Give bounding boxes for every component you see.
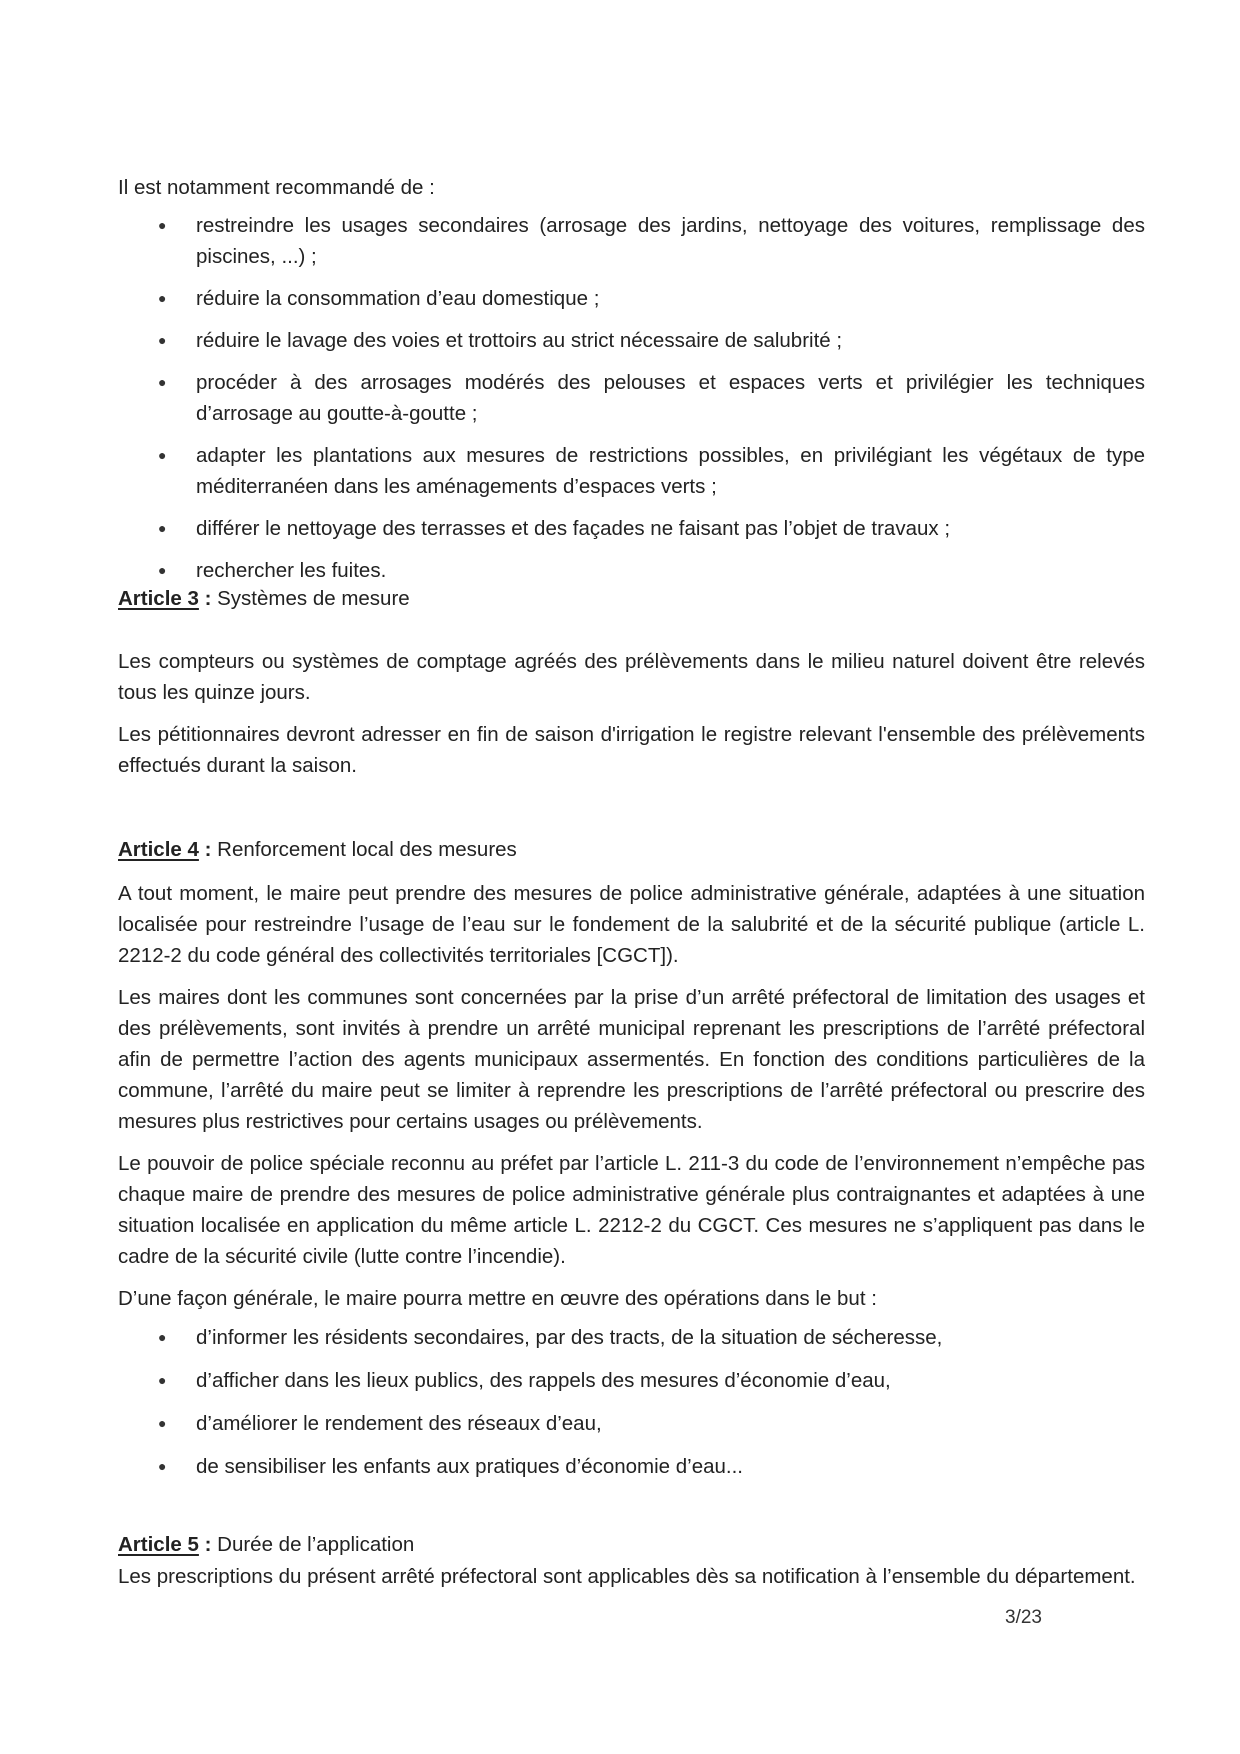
list-item: ● de sensibiliser les enfants aux pratiques d’économie d’eau... — [118, 1451, 1145, 1482]
article-3-title: Systèmes de mesure — [211, 587, 410, 610]
article-3-body — [118, 646, 1145, 781]
recommendations-list — [118, 210, 1145, 586]
list-item: ● d’améliorer le rendement des réseaux d’eau, — [118, 1408, 1145, 1439]
article-4-body — [118, 878, 1145, 1314]
list-item: ● rechercher les fuites. — [118, 555, 1145, 586]
list-item: ● réduire la consommation d’eau domestique ; — [118, 283, 1145, 314]
article-3-heading — [118, 583, 1145, 614]
article-3-colon: : — [198, 587, 212, 610]
article-4-title: Renforcement local des mesures — [211, 838, 517, 861]
bullet-icon: ● — [158, 520, 167, 536]
list-item: ● d’informer les résidents secondaires, par des tracts, de la situation de sécheresse, — [118, 1322, 1145, 1353]
list-item: ● d’afficher dans les lieux publics, des rappels des mesures d’économie d’eau, — [118, 1365, 1145, 1396]
article-5-heading — [118, 1529, 1145, 1560]
bullet-icon: ● — [158, 290, 167, 306]
article-3-paragraph: Les compteurs ou systèmes de comptage agréés des prélèvements dans le milieu naturel doivent être relevés tous les quinze jours. — [118, 650, 1145, 704]
article-4-paragraph: Le pouvoir de police spéciale reconnu au préfet par l’article L. 211-3 du code de l’environnement n’empêche pas chaque maire de prendre des mesures de police administrative générale plus contraignantes et adaptées à une situation localisée en application du même article L. 2212-2 du CGCT. Ces mesures ne s’appliquent pas dans le cadre de la sécurité civile (lutte contre l’incendie). — [118, 1152, 1145, 1268]
list-item: ● réduire le lavage des voies et trottoirs au strict nécessaire de salubrité ; — [118, 325, 1145, 356]
article-4-paragraph: Les maires dont les communes sont concernées par la prise d’un arrêté préfectoral de limitation des usages et des prélèvements, sont invités à prendre un arrêté municipal reprenant les prescriptions de l’arrêté préfectoral afin de permettre l’action des agents municipaux assermentés. En fonction des conditions particulières de la commune, l’arrêté du maire peut se limiter à reprendre les prescriptions de l’arrêté préfectoral ou prescrire des mesures plus restrictives pour certains usages ou prélèvements. — [118, 986, 1145, 1133]
article-4-heading — [118, 834, 1145, 865]
bullet-icon: ● — [158, 1372, 167, 1388]
bullet-icon: ● — [158, 374, 167, 390]
article-5-colon: : — [198, 1533, 212, 1556]
article-4-label: Article 4 — [118, 838, 199, 861]
list-item: ● différer le nettoyage des terrasses et des façades ne faisant pas l’objet de travaux ; — [118, 513, 1145, 544]
article-3-paragraph: Les pétitionnaires devront adresser en fin de saison d'irrigation le registre relevant l'ensemble des prélèvements effectués durant la saison. — [118, 723, 1145, 777]
mayor-operations-list — [118, 1322, 1145, 1482]
bullet-icon: ● — [158, 447, 167, 463]
bullet-icon: ● — [158, 1415, 167, 1431]
list-item: ● procéder à des arrosages modérés des pelouses et espaces verts et privilégier les techniques d’arrosage au goutte-à-goutte ; — [118, 367, 1145, 429]
article-5-label: Article 5 — [118, 1533, 199, 1556]
article-5-body — [118, 1561, 1145, 1592]
article-5-paragraph: Les prescriptions du présent arrêté préfectoral sont applicables dès sa notification à l’ensemble du département. — [118, 1565, 1136, 1588]
bullet-icon: ● — [158, 562, 167, 578]
list-item: ● restreindre les usages secondaires (arrosage des jardins, nettoyage des voitures, remplissage des piscines, ...) ; — [118, 210, 1145, 272]
intro-text: Il est notamment recommandé de : — [118, 176, 435, 199]
article-4-paragraph: A tout moment, le maire peut prendre des mesures de police administrative générale, adaptées à une situation localisée pour restreindre l’usage de l’eau sur le fondement de la salubrité et de la sécurité publique (article L. 2212-2 du code général des collectivités territoriales [CGCT]). — [118, 882, 1145, 967]
article-4-colon: : — [198, 838, 212, 861]
bullet-icon: ● — [158, 1329, 167, 1345]
article-3-label: Article 3 — [118, 587, 199, 610]
bullet-icon: ● — [158, 1458, 167, 1474]
article-4-paragraph: D’une façon générale, le maire pourra mettre en œuvre des opérations dans le but : — [118, 1287, 877, 1310]
list-item: ● adapter les plantations aux mesures de restrictions possibles, en privilégiant les végétaux de type méditerranéen dans les aménagements d’espaces verts ; — [118, 440, 1145, 502]
article-5-title: Durée de l’application — [211, 1533, 415, 1556]
page-number: 3/23 — [1005, 1607, 1042, 1628]
bullet-icon: ● — [158, 332, 167, 348]
bullet-icon: ● — [158, 217, 167, 233]
